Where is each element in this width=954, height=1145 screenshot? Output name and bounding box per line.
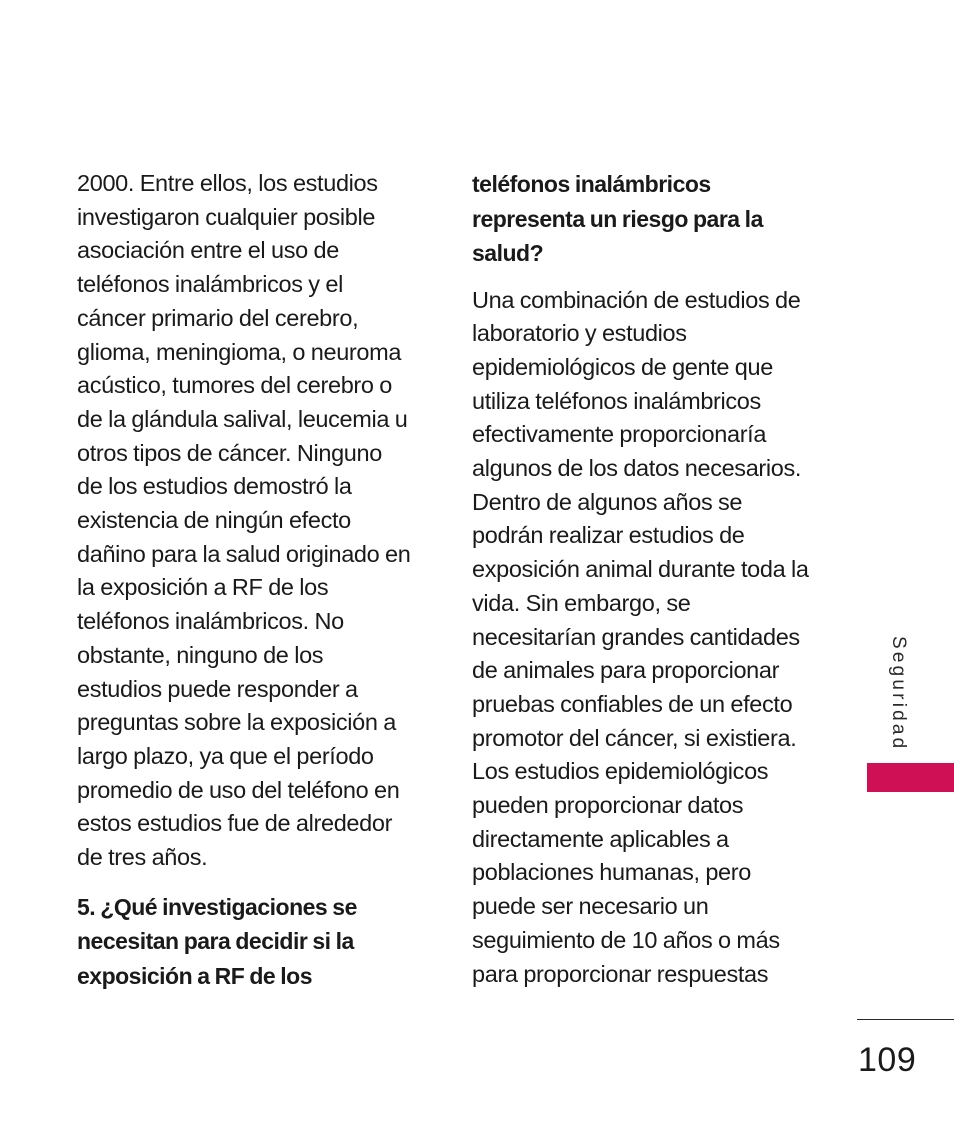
text-line: de animales para proporcionar	[472, 657, 780, 684]
text-line: otros tipos de cáncer. Ninguno	[77, 439, 382, 466]
left-body-paragraph	[77, 167, 429, 875]
text-line: cáncer primario del cerebro,	[77, 304, 359, 331]
heading-line: exposición a RF de los	[77, 962, 313, 989]
text-line: Una combinación de estudios de	[472, 286, 801, 313]
text-line: puede ser necesario un	[472, 893, 709, 920]
text-line: investigaron cualquier posible	[77, 203, 376, 230]
text-line: estos estudios fue de alrededor	[77, 810, 393, 837]
text-line: algunos de los datos necesarios.	[472, 455, 802, 482]
heading-line: salud?	[472, 240, 544, 266]
text-line: largo plazo, ya que el período	[77, 742, 374, 769]
text-line: vida. Sin embargo, se	[472, 589, 691, 616]
text-line: poblaciones humanas, pero	[472, 859, 751, 886]
heading-line: teléfonos inalámbricos	[472, 171, 711, 197]
text-line: de la glándula salival, leucemia u	[77, 405, 408, 432]
text-line: pruebas confiables de un efecto	[472, 690, 793, 717]
text-line: acústico, tumores del cerebro o	[77, 372, 393, 399]
text-line: laboratorio y estudios	[472, 320, 687, 347]
text-line: existencia de ningún efecto	[77, 507, 351, 534]
text-line: pueden proporcionar datos	[472, 792, 744, 819]
text-line: promedio de uso del teléfono en	[77, 776, 400, 803]
text-line: efectivamente proporcionaría	[472, 421, 767, 448]
text-line: necesitarían grandes cantidades	[472, 623, 800, 650]
text-line: Los estudios epidemiológicos	[472, 758, 769, 785]
text-line: estudios puede responder a	[77, 675, 358, 702]
heading-line: 5. ¿Qué investigaciones se	[77, 893, 357, 920]
text-line: dañino para la salud originado en	[77, 540, 411, 567]
heading-line: representa un riesgo para la	[472, 205, 763, 232]
text-line: seguimiento de 10 años o más	[472, 926, 780, 953]
right-column	[472, 167, 828, 991]
text-line: obstante, ninguno de los	[77, 641, 324, 668]
text-line: preguntas sobre la exposición a	[77, 709, 396, 736]
text-line: teléfonos inalámbricos y el	[77, 271, 343, 298]
text-line: de tres años.	[77, 844, 208, 871]
question-heading	[77, 890, 429, 994]
text-line: la exposición a RF de los	[77, 574, 329, 601]
text-line: promotor del cáncer, si existiera.	[472, 724, 797, 751]
question-heading-continued	[472, 167, 828, 271]
section-tab-marker	[867, 763, 954, 792]
text-line: directamente aplicables a	[472, 825, 729, 852]
right-body-paragraph	[472, 284, 828, 992]
text-line: utiliza teléfonos inalámbricos	[472, 387, 761, 414]
text-line: epidemiológicos de gente que	[472, 353, 773, 380]
text-line: podrán realizar estudios de	[472, 522, 745, 549]
text-line: 2000. Entre ellos, los estudios	[77, 170, 378, 196]
footer-rule	[857, 1019, 954, 1020]
text-line: asociación entre el uso de	[77, 237, 339, 264]
page-number: 109	[858, 1041, 917, 1079]
text-line: Dentro de algunos años se	[472, 488, 743, 515]
text-line: glioma, meningioma, o neuroma	[77, 338, 402, 365]
heading-line: necesitan para decidir si la	[77, 928, 354, 955]
section-label: Seguridad	[888, 636, 909, 752]
text-line: exposición animal durante toda la	[472, 556, 809, 583]
text-line: teléfonos inalámbricos. No	[77, 608, 344, 635]
left-column	[77, 167, 429, 993]
text-line: de los estudios demostró la	[77, 473, 352, 500]
text-line: para proporcionar respuestas	[472, 960, 769, 987]
